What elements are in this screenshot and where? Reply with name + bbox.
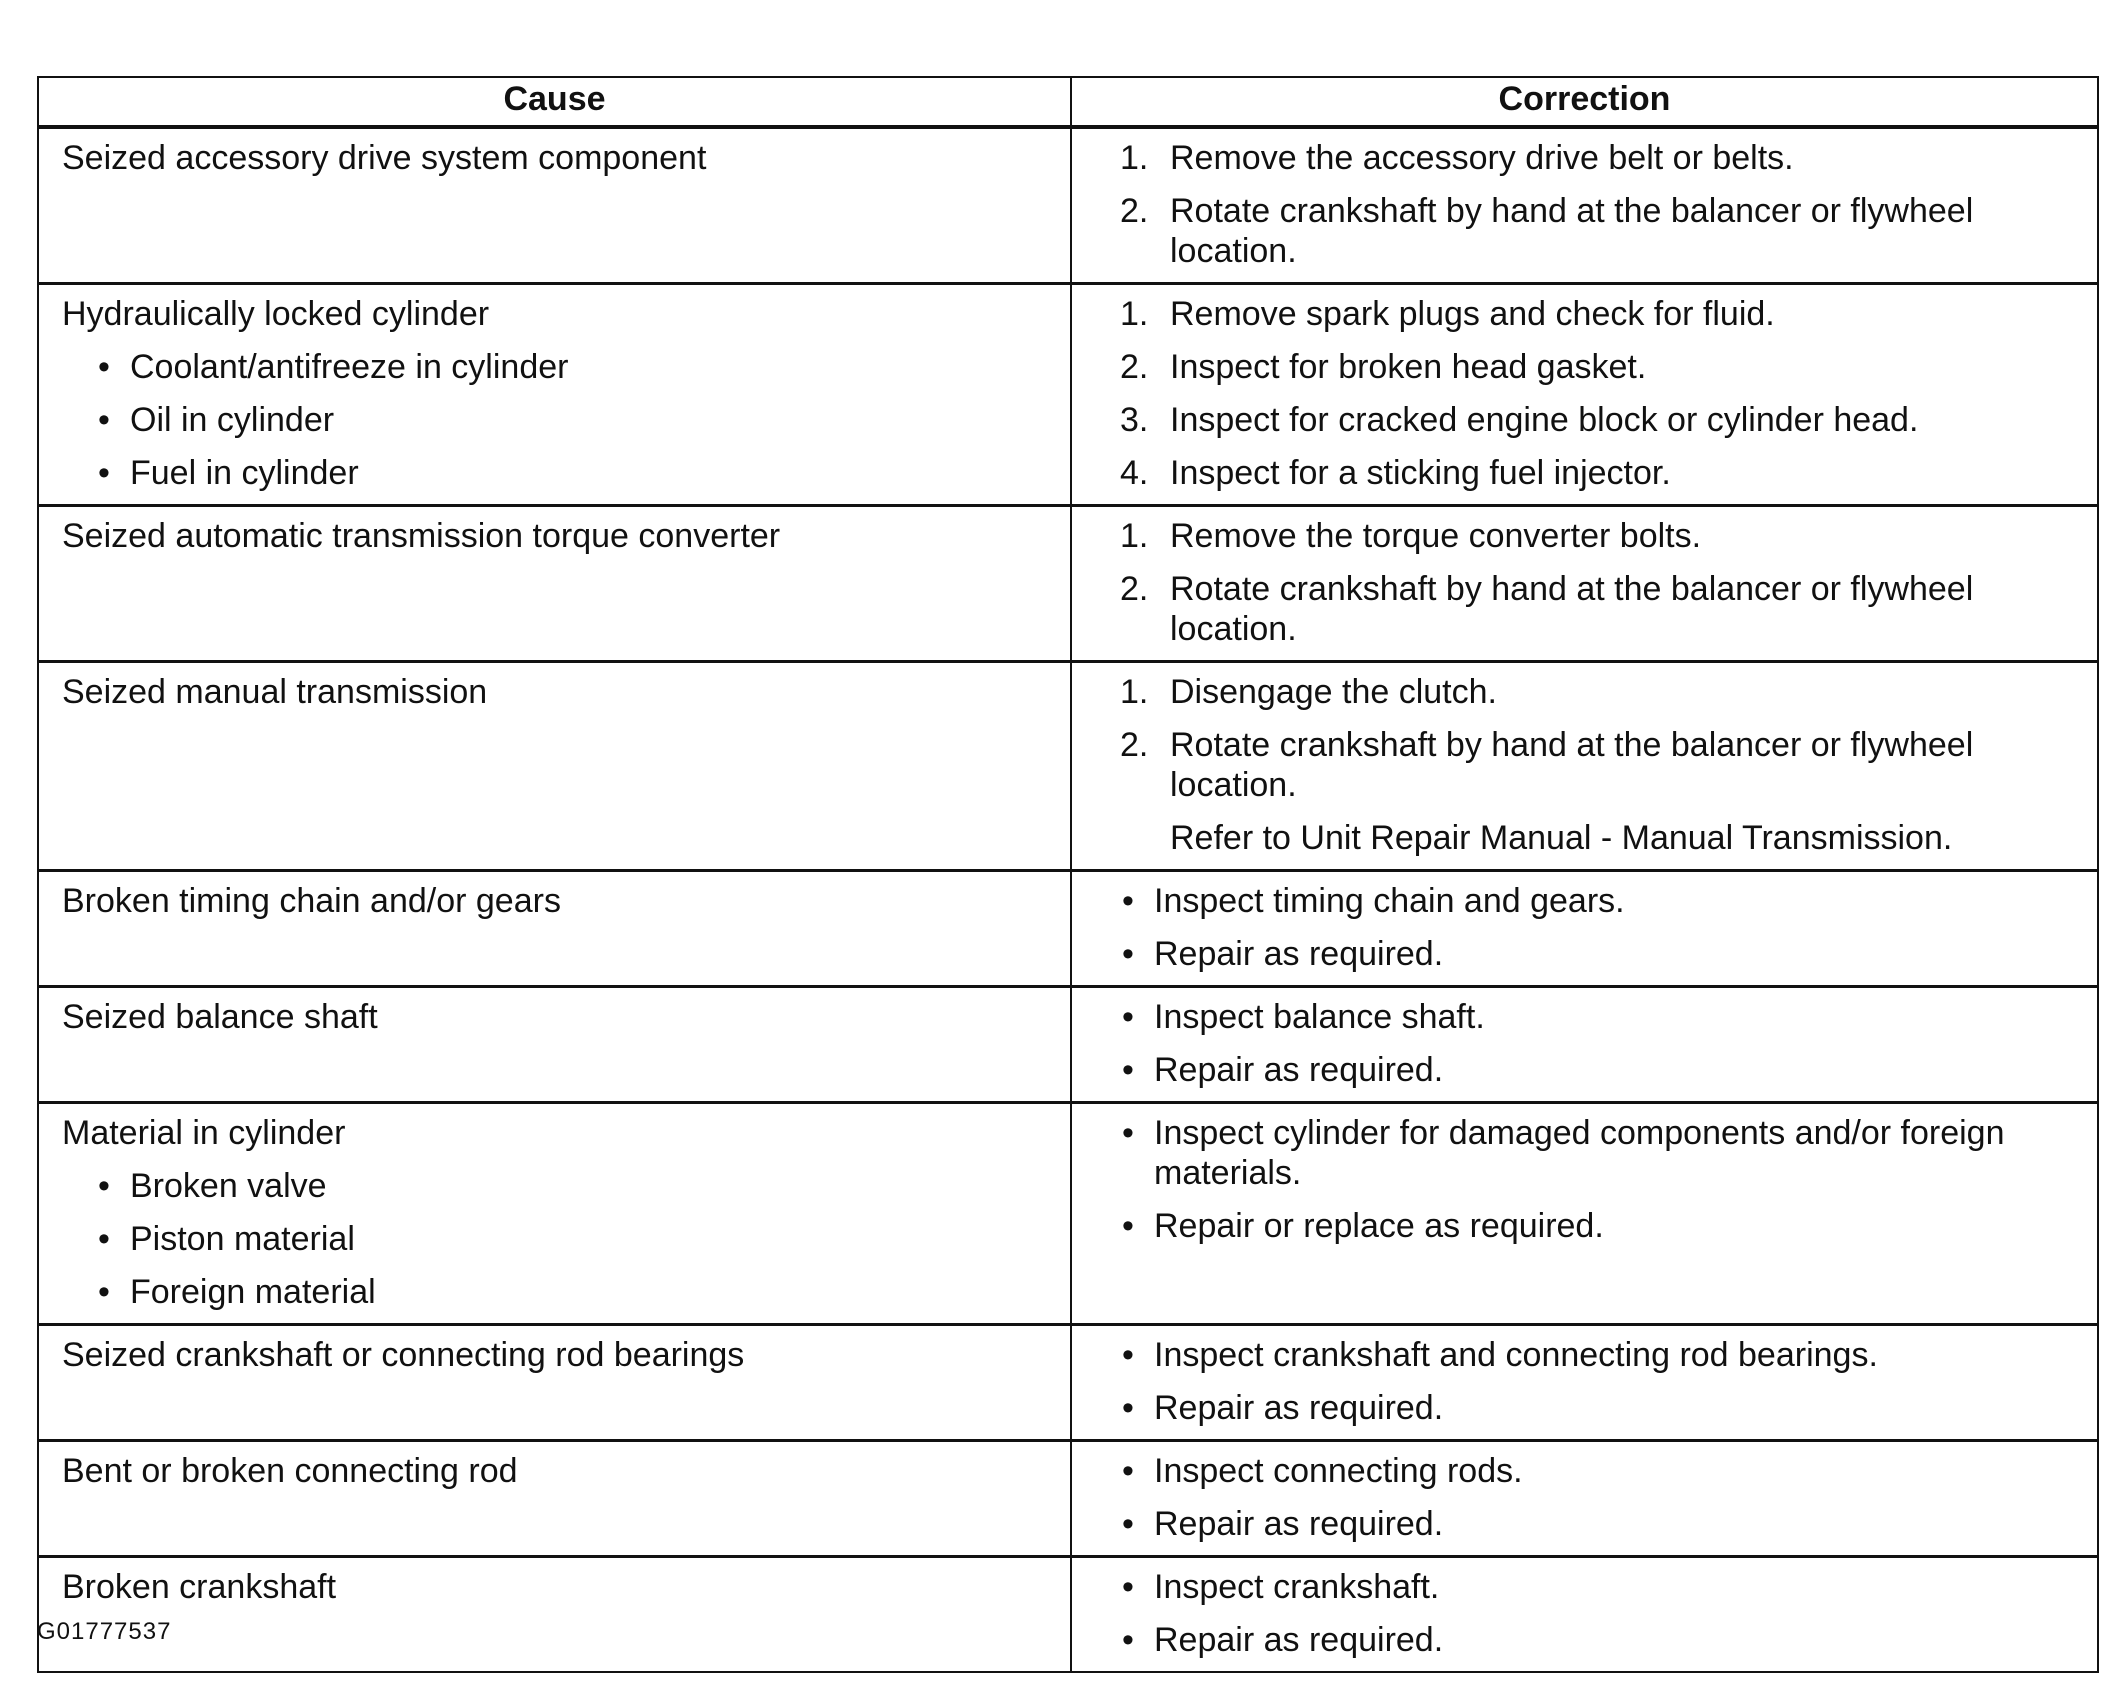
cause-cell (38, 284, 1071, 506)
step-text: Inspect crankshaft. (1154, 1568, 1440, 1606)
step-number: 4. (1120, 454, 1149, 492)
correction-list (1120, 1451, 2087, 1544)
step-number: 1. (1120, 139, 1149, 177)
cause-cell (38, 506, 1071, 662)
correction-step (1120, 1113, 2087, 1193)
step-number: 2. (1120, 348, 1149, 386)
step-text: Inspect for cracked engine block or cylinder head. (1170, 401, 1919, 439)
cause-text: Seized balance shaft (62, 998, 378, 1036)
correction-list (1120, 138, 2087, 271)
correction-step (1120, 569, 2087, 649)
correction-step (1120, 1050, 2087, 1090)
correction-list (1120, 1335, 2087, 1428)
table-row (38, 1441, 2098, 1557)
cause-text: Seized automatic transmission torque converter (62, 517, 781, 555)
correction-cell (1071, 284, 2098, 506)
correction-cell (1071, 1441, 2098, 1557)
correction-step (1120, 881, 2087, 921)
cause-sub-item: • Piston material (62, 1219, 1060, 1259)
cause-cell (38, 1557, 1071, 1673)
table-row (38, 127, 2098, 284)
correction-step (1120, 516, 2087, 556)
bullet-marker: • (1122, 882, 1134, 920)
bullet-marker: • (1122, 1452, 1134, 1490)
correction-cell (1071, 871, 2098, 987)
step-number: 3. (1120, 401, 1149, 439)
step-text: Remove the accessory drive belt or belts. (1170, 139, 1794, 177)
correction-list (1120, 1113, 2087, 1246)
correction-list (1120, 294, 2087, 493)
diagnosis-table (37, 76, 2099, 1673)
cause-text: Hydraulically locked cylinder (62, 295, 490, 333)
step-text: Inspect for a sticking fuel injector. (1170, 454, 1671, 492)
correction-step (1120, 453, 2087, 493)
cause-text: Seized manual transmission (62, 673, 488, 711)
table-row (38, 987, 2098, 1103)
step-text: Rotate crankshaft by hand at the balancer or flywheel location. (1170, 192, 1974, 270)
correction-list (1120, 997, 2087, 1090)
table-row (38, 284, 2098, 506)
correction-step (1120, 138, 2087, 178)
cause-cell (38, 662, 1071, 871)
cause-sub-list (62, 347, 1060, 493)
step-number: 2. (1120, 726, 1149, 764)
cause-column-header: Cause (38, 77, 1071, 127)
correction-step (1120, 191, 2087, 271)
correction-list (1120, 672, 2087, 805)
cause-sub-item: • Foreign material (62, 1272, 1060, 1312)
step-text: Repair as required. (1154, 1621, 1444, 1659)
step-text: Rotate crankshaft by hand at the balancer or flywheel location. (1170, 570, 1974, 648)
correction-cell (1071, 506, 2098, 662)
step-text: Inspect timing chain and gears. (1154, 882, 1625, 920)
step-text: Repair as required. (1154, 1505, 1444, 1543)
correction-cell (1071, 127, 2098, 284)
step-number: 1. (1120, 517, 1149, 555)
figure-id: G01777537 (37, 1618, 172, 1645)
cause-cell (38, 1441, 1071, 1557)
correction-list (1120, 881, 2087, 974)
bullet-marker: • (1122, 998, 1134, 1036)
cause-sub-item: • Coolant/antifreeze in cylinder (62, 347, 1060, 387)
table-body (38, 127, 2098, 1672)
cause-text: Material in cylinder (62, 1114, 346, 1152)
step-number: 1. (1120, 295, 1149, 333)
cause-cell (38, 1103, 1071, 1325)
bullet-marker: • (1122, 1114, 1134, 1152)
correction-note: Refer to Unit Repair Manual - Manual Transmission. (1170, 819, 1953, 857)
correction-cell (1071, 987, 2098, 1103)
table-header-row (38, 77, 2098, 127)
step-text: Rotate crankshaft by hand at the balancer or flywheel location. (1170, 726, 1974, 804)
bullet-marker: • (1122, 1621, 1134, 1659)
cause-sub-list (62, 1166, 1060, 1312)
step-text: Inspect balance shaft. (1154, 998, 1485, 1036)
bullet-marker: • (1122, 1207, 1134, 1245)
step-text: Inspect cylinder for damaged components and/or foreign materials. (1154, 1114, 2005, 1192)
step-text: Repair as required. (1154, 1051, 1444, 1089)
cause-cell (38, 987, 1071, 1103)
step-text: Remove spark plugs and check for fluid. (1170, 295, 1775, 333)
step-text: Disengage the clutch. (1170, 673, 1497, 711)
correction-step (1120, 997, 2087, 1037)
step-text: Remove the torque converter bolts. (1170, 517, 1702, 555)
cause-sub-item: • Oil in cylinder (62, 400, 1060, 440)
step-text: Inspect for broken head gasket. (1170, 348, 1647, 386)
bullet-marker: • (1122, 1568, 1134, 1606)
step-number: 2. (1120, 570, 1149, 608)
table-row (38, 506, 2098, 662)
correction-step (1120, 1451, 2087, 1491)
correction-step (1120, 934, 2087, 974)
cause-text: Broken timing chain and/or gears (62, 882, 561, 920)
correction-step (1120, 1504, 2087, 1544)
table-row (38, 1103, 2098, 1325)
correction-cell (1071, 662, 2098, 871)
correction-step (1120, 1335, 2087, 1375)
correction-step (1120, 1620, 2087, 1660)
bullet-marker: • (1122, 1051, 1134, 1089)
cause-cell (38, 1325, 1071, 1441)
correction-list (1120, 1567, 2087, 1660)
correction-cell (1071, 1557, 2098, 1673)
step-text: Repair as required. (1154, 1389, 1444, 1427)
correction-column-header: Correction (1071, 77, 2098, 127)
correction-step (1120, 347, 2087, 387)
correction-cell (1071, 1325, 2098, 1441)
table-row (38, 1325, 2098, 1441)
cause-text: Bent or broken connecting rod (62, 1452, 518, 1490)
correction-list (1120, 516, 2087, 649)
correction-step (1120, 294, 2087, 334)
cause-sub-item: • Fuel in cylinder (62, 453, 1060, 493)
correction-step (1120, 1388, 2087, 1428)
table-row (38, 871, 2098, 987)
bullet-marker: • (1122, 1389, 1134, 1427)
bullet-marker: • (1122, 935, 1134, 973)
step-text: Inspect connecting rods. (1154, 1452, 1523, 1490)
bullet-marker: • (1122, 1336, 1134, 1374)
correction-step (1120, 1567, 2087, 1607)
cause-text: Seized accessory drive system component (62, 139, 707, 177)
cause-text: Seized crankshaft or connecting rod bearings (62, 1336, 745, 1374)
correction-step (1120, 400, 2087, 440)
correction-step (1120, 1206, 2087, 1246)
bullet-marker: • (1122, 1505, 1134, 1543)
step-number: 2. (1120, 192, 1149, 230)
step-number: 1. (1120, 673, 1149, 711)
cause-cell (38, 127, 1071, 284)
step-text: Inspect crankshaft and connecting rod bearings. (1154, 1336, 1878, 1374)
correction-cell (1071, 1103, 2098, 1325)
cause-text: Broken crankshaft (62, 1568, 337, 1606)
step-text: Repair as required. (1154, 935, 1444, 973)
correction-step (1120, 725, 2087, 805)
cause-sub-item: • Broken valve (62, 1166, 1060, 1206)
step-text: Repair or replace as required. (1154, 1207, 1604, 1245)
table-row (38, 662, 2098, 871)
correction-step (1120, 672, 2087, 712)
cause-cell (38, 871, 1071, 987)
table-row (38, 1557, 2098, 1673)
